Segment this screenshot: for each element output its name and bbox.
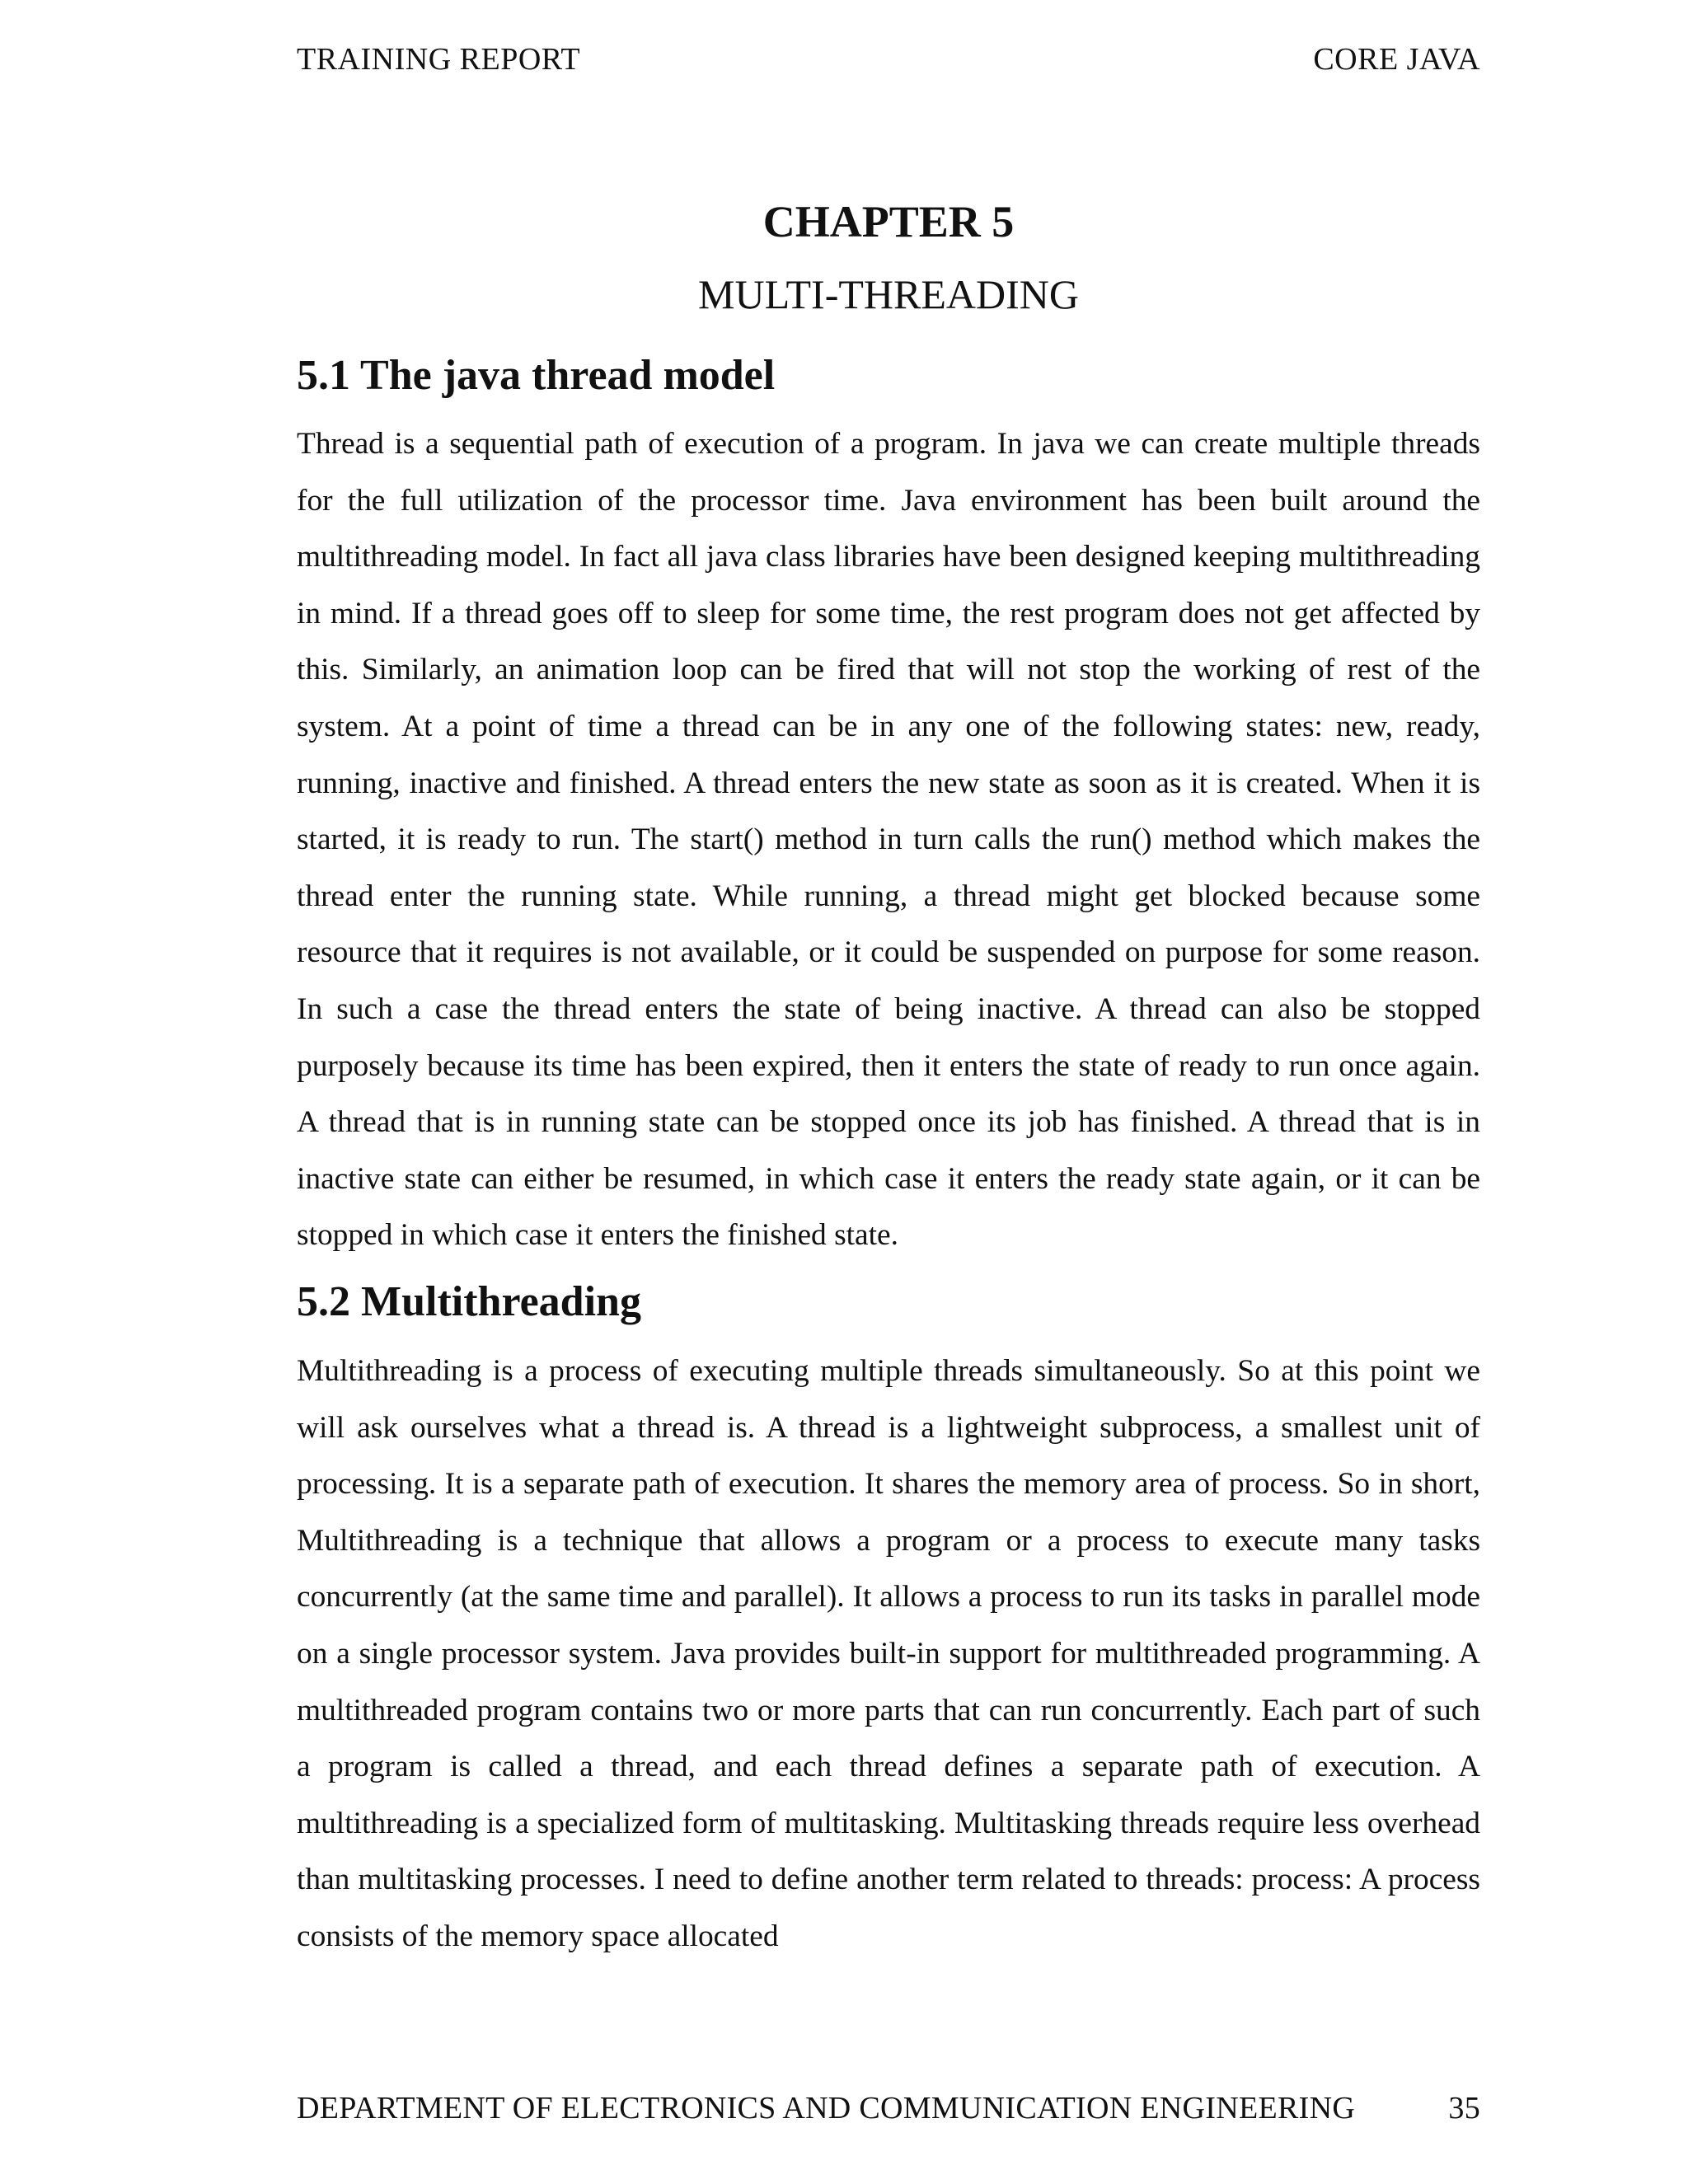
header-report-title: TRAINING REPORT: [297, 42, 581, 77]
chapter-title: CHAPTER 5: [762, 197, 1015, 246]
section-body-multithreading: Multithreading is a process of executing multiple threads simultaneously. So at this point we will ask ourselves what a thread is. A thread is a lightweight subprocess, a smallest unit of processing. It is a separate path of execution. It shares the memory area of process. So in short, Multithreading is a technique that allows a program or a process to execute many tasks concurrently (at the same time and parallel). It allows a process to run its tasks in parallel mode on a single processor system. Java provides built-in support for multithreaded programming. A multithreaded program contains two or more parts that can run concurrently. Each part of such a program is called a thread, and each thread defines a separate path of execution. A multithreading is a specialized form of multitasking. Multitasking threads require less overhead than multitasking processes. I need to define another term related to threads: process: A process consists of the memory space allocated: [297, 1354, 1480, 1953]
footer-department: DEPARTMENT OF ELECTRONICS AND COMMUNICATION ENGINEERING: [297, 2091, 1356, 2125]
page-number: 35: [1448, 2091, 1480, 2125]
running-header: [297, 40, 1480, 79]
header-subject: CORE JAVA: [1313, 42, 1480, 77]
section-body-java-thread-model: Thread is a sequential path of execution of a program. In java we can create multiple threads for the full utilization of the processor time. Java environment has been built around the multithreading model. In fact all java class libraries have been designed keeping multithreading in mind. If a thread goes off to sleep for some time, the rest program does not get affected by this. Similarly, an animation loop can be fired that will not stop the working of rest of the system. At a point of time a thread can be in any one of the following states: new, ready, running, inactive and finished. A thread enters the new state as soon as it is created. When it is started, it is ready to run. The start() method in turn calls the run() method which makes the thread enter the running state. While running, a thread might get blocked because some resource that it requires is not available, or it could be suspended on purpose for some reason. In such a case the thread enters the state of being inactive. A thread can also be stopped purposely because its time has been expired, then it enters the state of ready to run once again. A thread that is in running state can be stopped once its job has finished. A thread that is in inactive state can either be resumed, in which case it enters the ready state again, or it can be stopped in which case it enters the finished state.: [297, 427, 1480, 1253]
chapter-subtitle: MULTI-THREADING: [698, 271, 1079, 317]
section-heading-java-thread-model: 5.1 The java thread model: [297, 352, 776, 399]
running-footer: [297, 2088, 1480, 2128]
section-heading-multithreading: 5.2 Multithreading: [297, 1278, 641, 1325]
